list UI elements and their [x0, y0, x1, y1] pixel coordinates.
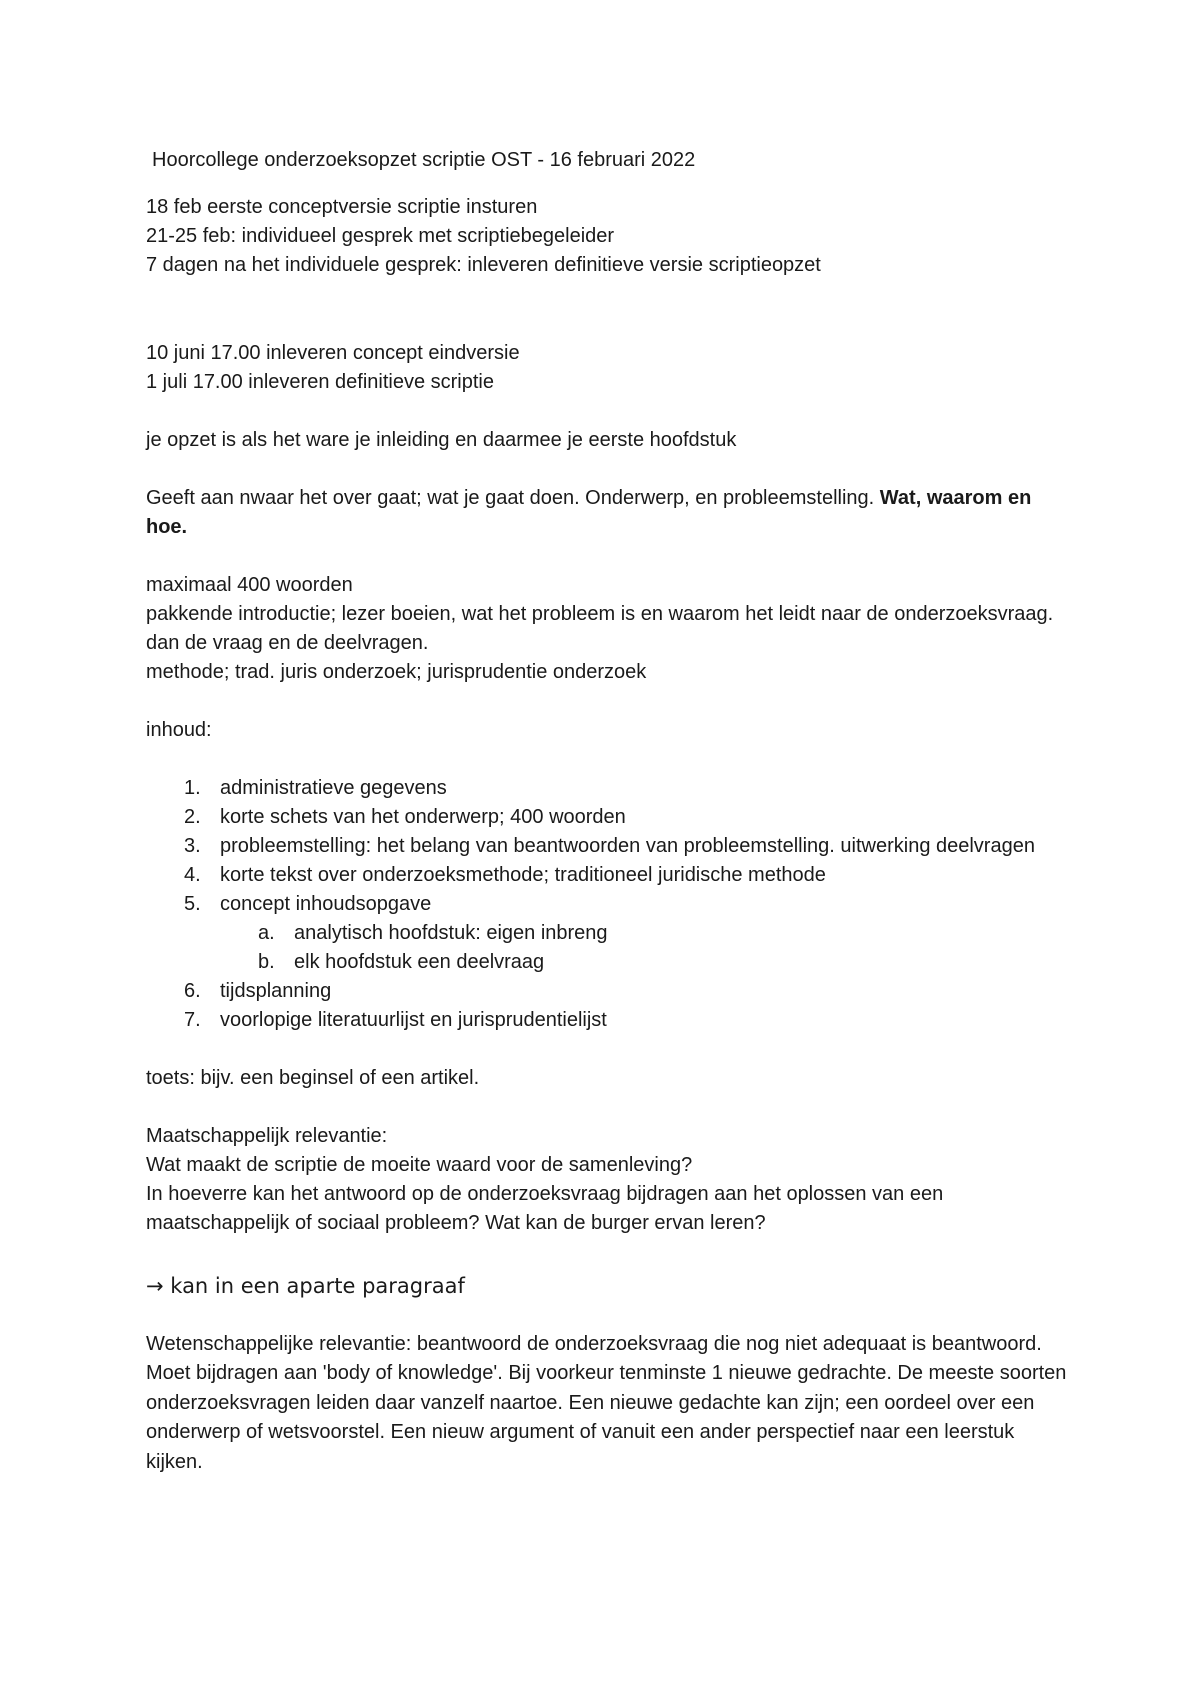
- document-content: [146, 146, 1076, 1477]
- arrow-note: → kan in een aparte paragraaf: [146, 1274, 465, 1298]
- list-text: concept inhoudsopgave: [220, 893, 432, 915]
- toets-line: toets: bijv. een beginsel of een artikel.: [146, 1067, 480, 1089]
- list-item: [184, 890, 1076, 977]
- sub-list-text: elk hoofdstuk een deelvraag: [294, 951, 545, 973]
- maatschappelijk-heading: Maatschappelijk relevantie:: [146, 1125, 388, 1147]
- list-text: administratieve gegevens: [220, 777, 447, 799]
- inhoud-list: [146, 774, 1076, 1035]
- requirement-line: methode; trad. juris onderzoek; jurisprudentie onderzoek: [146, 661, 647, 683]
- list-number: 4.: [184, 864, 201, 886]
- sub-list-letter: a.: [258, 922, 275, 944]
- requirement-line: maximaal 400 woorden: [146, 574, 353, 596]
- list-text: tijdsplanning: [220, 980, 332, 1002]
- list-text: voorlopige literatuurlijst en jurisprudentielijst: [220, 1009, 607, 1031]
- inhoud-label: inhoud:: [146, 719, 212, 741]
- sub-list-item: [258, 948, 1076, 977]
- sub-list-letter: b.: [258, 951, 275, 973]
- list-item: [184, 1006, 1076, 1035]
- list-number: 3.: [184, 835, 201, 857]
- list-item: [184, 832, 1076, 861]
- list-item: [184, 774, 1076, 803]
- schedule-line: 18 feb eerste conceptversie scriptie insturen: [146, 196, 538, 218]
- list-number: 1.: [184, 777, 201, 799]
- maatschappelijk-line: Wat maakt de scriptie de moeite waard voor de samenleving?: [146, 1154, 693, 1176]
- list-text: korte tekst over onderzoeksmethode; traditioneel juridische methode: [220, 864, 826, 886]
- intro-line: je opzet is als het ware je inleiding en daarmee je eerste hoofdstuk: [146, 429, 737, 451]
- list-number: 5.: [184, 893, 201, 915]
- deadline-line: 1 juli 17.00 inleveren definitieve scriptie: [146, 371, 494, 393]
- list-item: [184, 803, 1076, 832]
- inhoud-sublist: [220, 919, 1076, 977]
- list-item: [184, 977, 1076, 1006]
- list-number: 2.: [184, 806, 201, 828]
- list-number: 7.: [184, 1009, 201, 1031]
- list-number: 6.: [184, 980, 201, 1002]
- list-text: probleemstelling: het belang van beantwoorden van probleemstelling. uitwerking deelvragen: [220, 835, 1035, 857]
- geeft-aan-paragraph: [146, 484, 1076, 542]
- sub-list-text: analytisch hoofdstuk: eigen inbreng: [294, 922, 608, 944]
- list-item: [184, 861, 1076, 890]
- wetenschappelijk-paragraph: Wetenschappelijke relevantie: beantwoord de onderzoeksvraag die nog niet adequaat is beantwoord. Moet bijdragen aan 'body of knowledge'. Bij voorkeur tenminste 1 nieuwe gedrachte. De meeste soorten onderzoeksvragen leiden daar vanzelf naartoe. Een nieuwe gedachte kan zijn; een oordeel over een onderwerp of wetsvoorstel. Een nieuw argument of vanuit een ander perspectief naar een leerstuk kijken.: [146, 1333, 1067, 1473]
- requirement-line: pakkende introductie; lezer boeien, wat het probleem is en waarom het leidt naar de onderzoeksvraag. dan de vraag en de deelvragen.: [146, 603, 1054, 654]
- deadline-line: 10 juni 17.00 inleveren concept eindversie: [146, 342, 520, 364]
- sub-list-item: [258, 919, 1076, 948]
- list-text: korte schets van het onderwerp; 400 woorden: [220, 806, 626, 828]
- schedule-line: 7 dagen na het individuele gesprek: inleveren definitieve versie scriptieopzet: [146, 254, 821, 276]
- geeft-aan-bold: Wat, waarom en hoe.: [146, 487, 1032, 538]
- schedule-line: 21-25 feb: individueel gesprek met scriptiebegeleider: [146, 225, 615, 247]
- geeft-aan-text: Geeft aan nwaar het over gaat; wat je gaat doen. Onderwerp, en probleemstelling.: [146, 487, 880, 509]
- document-title: Hoorcollege onderzoeksopzet scriptie OST - 16 februari 2022: [152, 149, 696, 171]
- maatschappelijk-line: In hoeverre kan het antwoord op de onderzoeksvraag bijdragen aan het oplossen van een maatschappelijk of sociaal probleem? Wat kan de burger ervan leren?: [146, 1183, 944, 1234]
